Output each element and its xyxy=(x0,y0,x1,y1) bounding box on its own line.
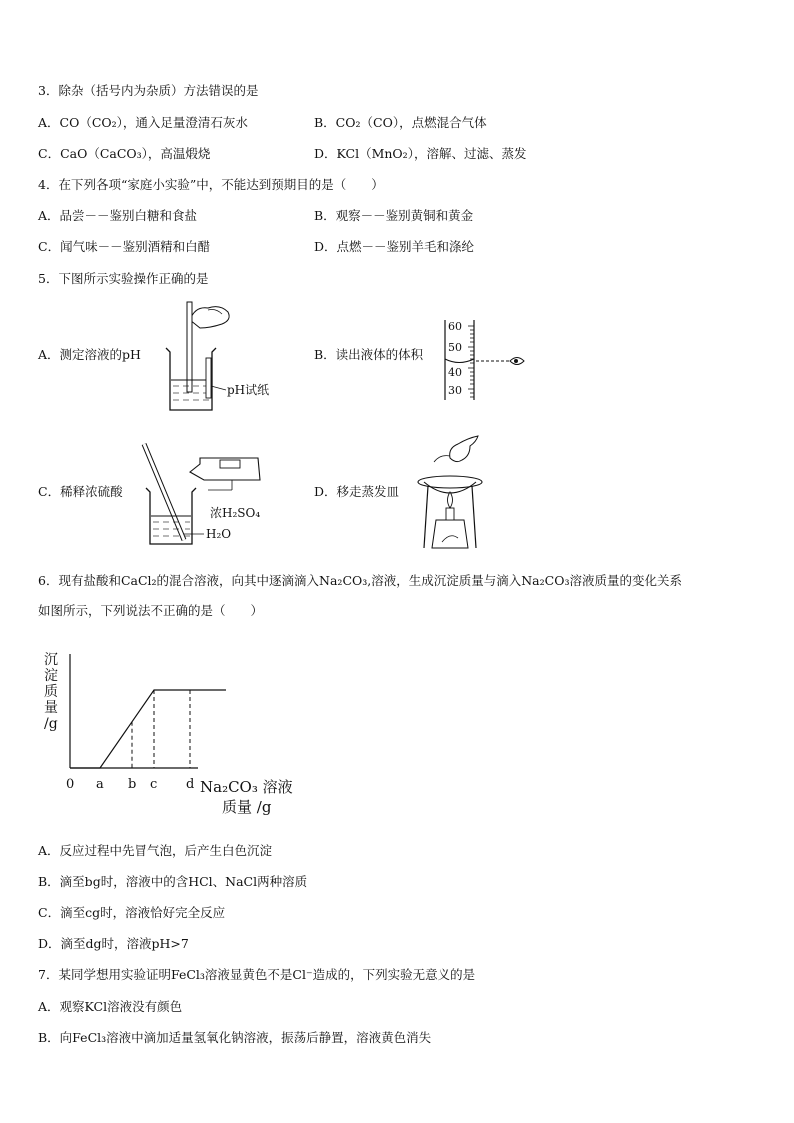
y-axis-label-char: /g xyxy=(44,716,58,732)
q5-option-a: A．测定溶液的pH xyxy=(38,347,141,362)
y-axis-label xyxy=(44,652,58,732)
x-axis-label-line2: 质量 /g xyxy=(222,798,272,816)
q5-stem: 5．下图所示实验操作正确的是 xyxy=(38,271,209,286)
q4-stem: 4．在下列各项“家庭小实验”中，不能达到预期目的是（ ） xyxy=(38,177,384,192)
q4-option-b: B．观察－－鉴别黄铜和黄金 xyxy=(314,208,474,223)
q4-option-d: D．点燃－－鉴别羊毛和涤纶 xyxy=(314,239,475,254)
precipitate-chart xyxy=(38,640,308,820)
y-axis-label-char: 质 xyxy=(44,684,58,700)
water-label: H₂O xyxy=(206,527,232,541)
q5-option-b: B．读出液体的体积 xyxy=(314,347,424,362)
x-tick-label-b: b xyxy=(128,777,137,792)
q6-option-b: B．滴至bg时，溶液中的含HCl、NaCl两种溶质 xyxy=(38,874,308,889)
q3-option-d: D．KCl（MnO₂），溶解、过滤、蒸发 xyxy=(314,146,527,161)
q3-option-b: B．CO₂（CO），点燃混合气体 xyxy=(314,115,487,130)
q7-option-b: B．向FeCl₃溶液中滴加适量氢氧化钠溶液，振荡后静置，溶液黄色消失 xyxy=(38,1030,432,1045)
q6-stem-line2: 如图所示，下列说法不正确的是（ ） xyxy=(38,603,264,618)
y-axis-label-char: 沉 xyxy=(44,652,58,668)
tick-40: 40 xyxy=(448,366,462,379)
q7-stem: 7．某同学想用实验证明FeCl₃溶液显黄色不是Cl⁻造成的，下列实验无意义的是 xyxy=(38,967,476,982)
q5-option-d: D．移走蒸发皿 xyxy=(314,484,400,499)
tick-30: 30 xyxy=(448,384,462,397)
q6-stem-line1: 6．现有盐酸和CaCl₂的混合溶液，向其中逐滴滴入Na₂CO₃,溶液，生成沉淀质量与滴入Na₂CO₃溶液质量的变化关系 xyxy=(38,573,682,588)
q6-option-a: A．反应过程中先冒气泡，后产生白色沉淀 xyxy=(38,843,273,858)
q6-option-d: D．滴至dg时，溶液pH>7 xyxy=(38,936,189,951)
x-axis-label-line1: Na₂CO₃ 溶液 xyxy=(200,778,293,796)
q7-option-a: A．观察KCl溶液没有颜色 xyxy=(38,999,183,1014)
ph-test-figure xyxy=(160,298,290,414)
x-tick-labels xyxy=(66,777,194,792)
eye-icon xyxy=(510,358,524,365)
conc-acid-label: 浓H₂SO₄ xyxy=(210,506,261,520)
dilution-figure xyxy=(140,440,280,552)
q3-stem: 3．除杂（括号内为杂质）方法错误的是 xyxy=(38,83,259,98)
tick-50: 50 xyxy=(448,341,462,354)
cylinder-reading-figure xyxy=(438,316,538,404)
y-axis-label-char: 量 xyxy=(44,700,58,716)
guide-lines xyxy=(132,690,190,768)
tick-60: 60 xyxy=(448,320,462,333)
q3-option-c: C．CaO（CaCO₃），高温煅烧 xyxy=(38,146,211,161)
ph-paper-label: pH试纸 xyxy=(227,383,270,397)
q4-option-a: A．品尝－－鉴别白糖和食盐 xyxy=(38,208,198,223)
x-tick-label-c: c xyxy=(150,777,158,792)
series-line xyxy=(70,690,226,768)
x-tick-label-0: 0 xyxy=(66,777,75,792)
q3-option-a: A．CO（CO₂），通入足量澄清石灰水 xyxy=(38,115,248,130)
y-axis-label-char: 淀 xyxy=(44,668,58,684)
q6-option-c: C．滴至cg时，溶液恰好完全反应 xyxy=(38,905,226,920)
evaporating-dish-figure xyxy=(414,432,494,552)
x-tick-label-d: d xyxy=(186,777,195,792)
x-tick-label-a: a xyxy=(96,777,104,792)
q4-option-c: C．闻气味－－鉴别酒精和白醋 xyxy=(38,239,211,254)
q5-option-c: C．稀释浓硫酸 xyxy=(38,484,123,499)
